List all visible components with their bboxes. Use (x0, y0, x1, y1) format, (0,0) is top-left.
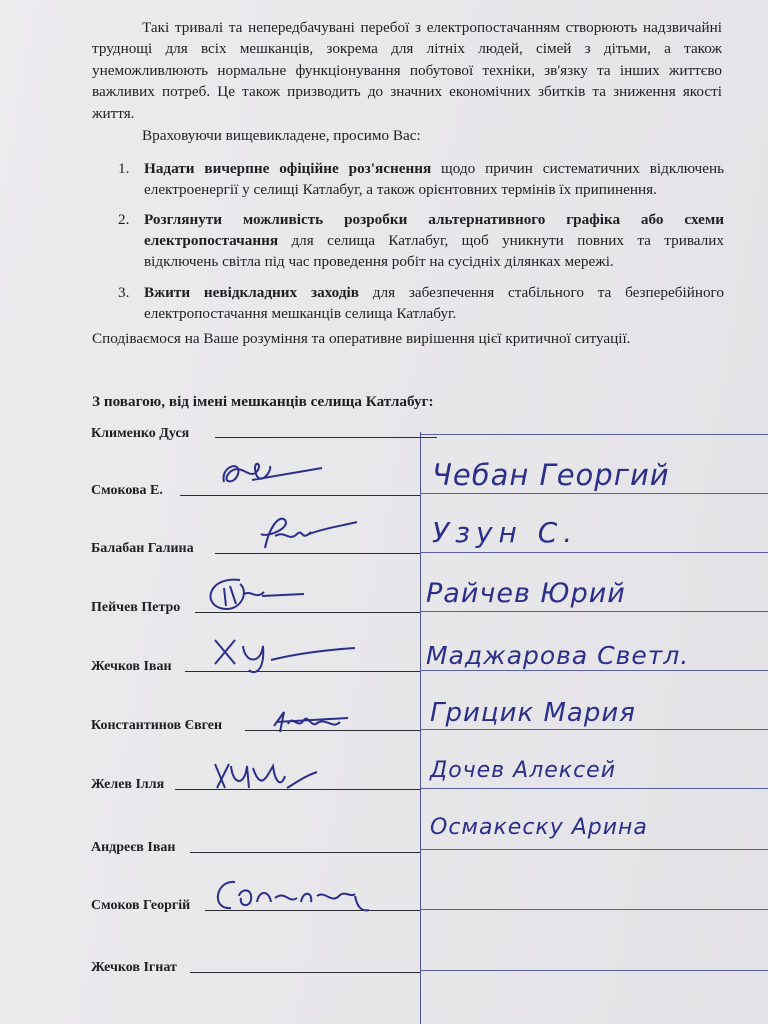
row-line (420, 670, 768, 671)
request-bold: Розглянути можливість розробки альтернативного графіка або схеми електропостачання (144, 211, 724, 249)
signature-line (190, 852, 420, 853)
request-text: щодо причин систематичних відключень електроенергії у селищі Катлабуг, а також орієнтовних термінів їх припинення. (144, 160, 724, 198)
request-number: 3. (118, 284, 130, 301)
signature-scribble (212, 452, 332, 498)
request-bold: Надати вичерпне офіційне роз'яснення (144, 160, 432, 177)
printed-name: Смоков Георгій (91, 898, 191, 913)
signature-scribble (205, 630, 365, 676)
printed-name: Смокова Е. (91, 483, 163, 498)
printed-name: Константинов Євген (91, 718, 223, 733)
signature-scribble (200, 572, 310, 616)
row-line (420, 729, 768, 730)
signature-line (215, 437, 437, 438)
closing-line: З повагою, від імені мешканців селища Катлабуг: (92, 393, 434, 410)
row-line (420, 552, 768, 553)
handwritten-name: Узун С. (432, 516, 579, 549)
handwritten-name: Дочев Алексей (430, 758, 617, 783)
paragraph-hope: Сподіваємося на Ваше розуміння та оперативне вирішення цієї критичної ситуації. (92, 330, 631, 347)
signature-scribble (268, 702, 358, 742)
signature-line (190, 972, 420, 973)
printed-name: Андреєв Іван (91, 840, 176, 855)
row-line (420, 970, 768, 971)
column-divider (420, 432, 421, 1024)
handwritten-name: Чебан Георгий (432, 458, 670, 492)
row-line (420, 909, 768, 910)
printed-name: Клименко Дуся (91, 426, 190, 441)
handwritten-name: Грицик Мария (430, 698, 636, 728)
signature-scribble (205, 872, 375, 922)
signature-scribble (205, 752, 325, 802)
request-number: 1. (118, 160, 130, 177)
printed-name: Желев Ілля (91, 777, 165, 792)
handwritten-name: Осмакеску Арина (430, 815, 648, 840)
row-line (420, 849, 768, 850)
signature-scribble (245, 508, 365, 558)
request-bold: Вжити невідкладних заходів (144, 284, 359, 301)
row-line (420, 611, 768, 612)
printed-name: Жечков Ігнат (91, 960, 177, 975)
row-line (420, 788, 768, 789)
request-text: для забезпечення стабільного та безперебійного електропостачання мешканців селища Катлабуг. (144, 284, 724, 322)
paragraph-request-intro: Враховуючи вищевикладене, просимо Вас: (142, 127, 421, 144)
printed-name: Пейчев Петро (91, 600, 181, 615)
printed-name: Жечков Іван (91, 659, 172, 674)
paragraph-hardship: Такі тривалі та непередбачувані перебої з електропостачанням створюють надзвичайні труднощі для всіх мешканців, зокрема для літніх людей, сімей з дітьми, а також унеможливлюють нормальне функціонування побутової техніки, зв'язку та інших життєво важливих потреб. Це також призводить до значних економічних збитків та зниження якості життя. (92, 19, 722, 122)
handwritten-name: Маджарова Светл. (426, 641, 690, 670)
request-number: 2. (118, 211, 130, 228)
printed-name: Балабан Галина (91, 541, 194, 556)
row-line (420, 434, 768, 435)
request-text: для селища Катлабуг, щоб уникнути повних та тривалих відключень світла під час проведення робіт на сусідніх ділянках мережі. (144, 232, 724, 270)
row-line (420, 493, 768, 494)
handwritten-name: Райчев Юрий (426, 578, 626, 609)
